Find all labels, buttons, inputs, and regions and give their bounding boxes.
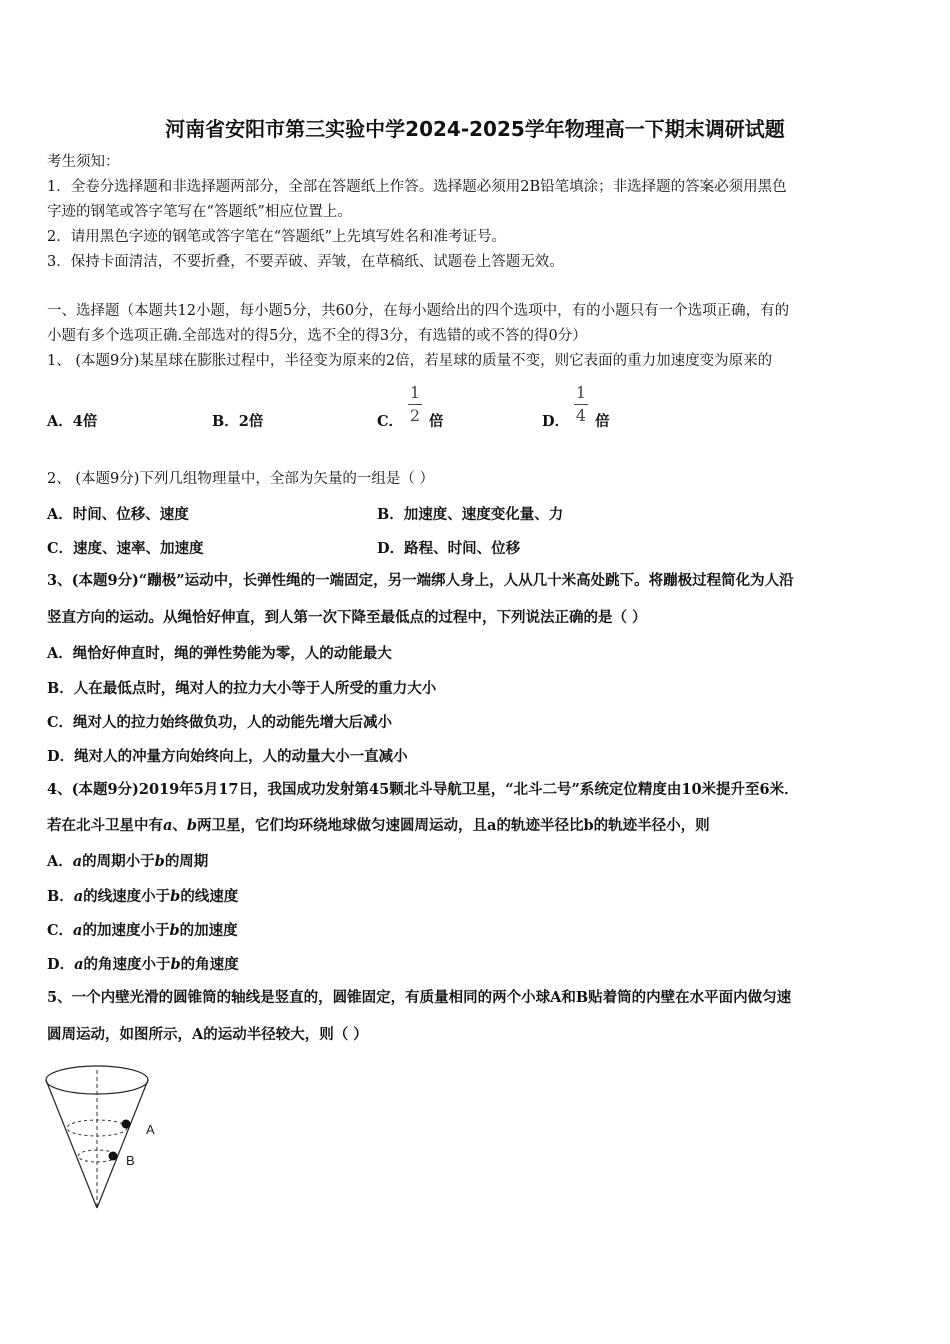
q1-option-d-label: D．	[542, 413, 570, 430]
q3-option-d: D．绳对人的冲量方向始终向上，人的动量大小一直减小	[47, 748, 408, 765]
q4-stem-line-2: 若在北斗卫星中有a、b两卫星，它们均环绕地球做匀速圆周运动，且a的轨迹半径比b的轨迹半径小，则	[47, 817, 710, 834]
q1-option-c-label: C．	[377, 413, 404, 430]
notice-item-2: 2．请用黑色字迹的钢笔或答字笔在“答题纸”上先填写姓名和准考证号。	[47, 229, 507, 245]
ball-a	[122, 1120, 131, 1129]
q1-stem: 1、 (本题9分)某星球在膨胀过程中，半径变为原来的2倍，若星球的质量不变，则它表面的重力加速度变为原来的	[47, 353, 773, 369]
fraction-bar	[408, 404, 422, 405]
q2-option-a: A．时间、位移、速度	[47, 506, 189, 523]
q1-c-numerator: 1	[409, 383, 421, 402]
q4-option-b: B．a的线速度小于b的线速度	[47, 888, 239, 905]
q1-option-c-unit: 倍	[429, 413, 444, 430]
notice-item-1-cont: 字迹的钢笔或答字笔写在“答题纸”相应位置上。	[47, 204, 352, 220]
fraction-bar	[574, 404, 588, 405]
q1-option-b: B．2倍	[212, 413, 264, 430]
page-title: 河南省安阳市第三实验中学2024-2025学年物理高一下期末调研试题	[165, 117, 785, 141]
cone-right-wall	[97, 1080, 148, 1208]
q2-option-c: C．速度、速率、加速度	[47, 540, 204, 557]
q3-option-b: B．人在最低点时，绳对人的拉力大小等于人所受的重力大小	[47, 680, 437, 697]
q2-option-d: D．路程、时间、位移	[377, 540, 521, 557]
cone-diagram	[40, 1060, 180, 1220]
cone-left-wall	[46, 1080, 97, 1208]
q4-option-a: A．a的周期小于b的周期	[47, 853, 209, 870]
ball-b	[109, 1152, 118, 1161]
q1-option-d-fraction	[574, 384, 588, 425]
q5-stem-line-2: 圆周运动，如图所示，A的运动半径较大，则（ ）	[47, 1026, 368, 1043]
q1-option-d-unit: 倍	[595, 413, 610, 430]
notice-item-1: 1．全卷分选择题和非选择题两部分，全部在答题纸上作答。选择题必须用2B铅笔填涂；非选择题的答案必须用黑色	[47, 179, 787, 195]
q4-option-c: C．a的加速度小于b的加速度	[47, 922, 238, 939]
label-a: A	[146, 1122, 155, 1137]
label-b: B	[126, 1153, 135, 1168]
q2-stem: 2、 (本题9分)下列几组物理量中，全部为矢量的一组是（ ）	[47, 471, 434, 487]
section-heading-line-1: 一、选择题（本题共12小题，每小题5分，共60分，在每小题给出的四个选项中，有的小题只有一个选项正确，有的	[47, 303, 790, 319]
q4-option-d: D．a的角速度小于b的角速度	[47, 956, 239, 973]
q3-option-c: C．绳对人的拉力始终做负功，人的动能先增大后减小	[47, 714, 393, 731]
notice-item-3: 3．保持卡面清洁，不要折叠，不要弄破、弄皱，在草稿纸、试题卷上答题无效。	[47, 254, 564, 270]
section-heading-line-2: 小题有多个选项正确.全部选对的得5分，选不全的得3分，有选错的或不答的得0分）	[47, 328, 587, 344]
q4-stem-line-1: 4、(本题9分)2019年5月17日，我国成功发射第45颗北斗导航卫星，“北斗二号”系统定位精度由10米提升至6米．	[47, 781, 799, 798]
q3-stem-line-2: 竖直方向的运动。从绳恰好伸直，到人第一次下降至最低点的过程中，下列说法正确的是（ ）	[47, 609, 647, 626]
notice-heading: 考生须知：	[47, 154, 120, 170]
q5-stem-line-1: 5、一个内壁光滑的圆锥筒的轴线是竖直的，圆锥固定，有质量相同的两个小球A和B贴着筒的内壁在水平面内做匀速	[47, 989, 792, 1006]
q1-d-numerator: 1	[575, 383, 587, 402]
q1-option-c-fraction	[408, 384, 422, 425]
q2-option-b: B．加速度、速度变化量、力	[377, 506, 564, 523]
q3-option-a: A．绳恰好伸直时，绳的弹性势能为零，人的动能最大	[47, 645, 392, 662]
q1-c-denominator: 2	[409, 406, 421, 425]
q1-option-a: A．4倍	[47, 413, 98, 430]
q1-d-denominator: 4	[575, 406, 587, 425]
q3-stem-line-1: 3、(本题9分)“蹦极”运动中，长弹性绳的一端固定，另一端绑人身上，人从几十米高处跳下。将蹦极过程简化为人沿	[47, 572, 794, 589]
